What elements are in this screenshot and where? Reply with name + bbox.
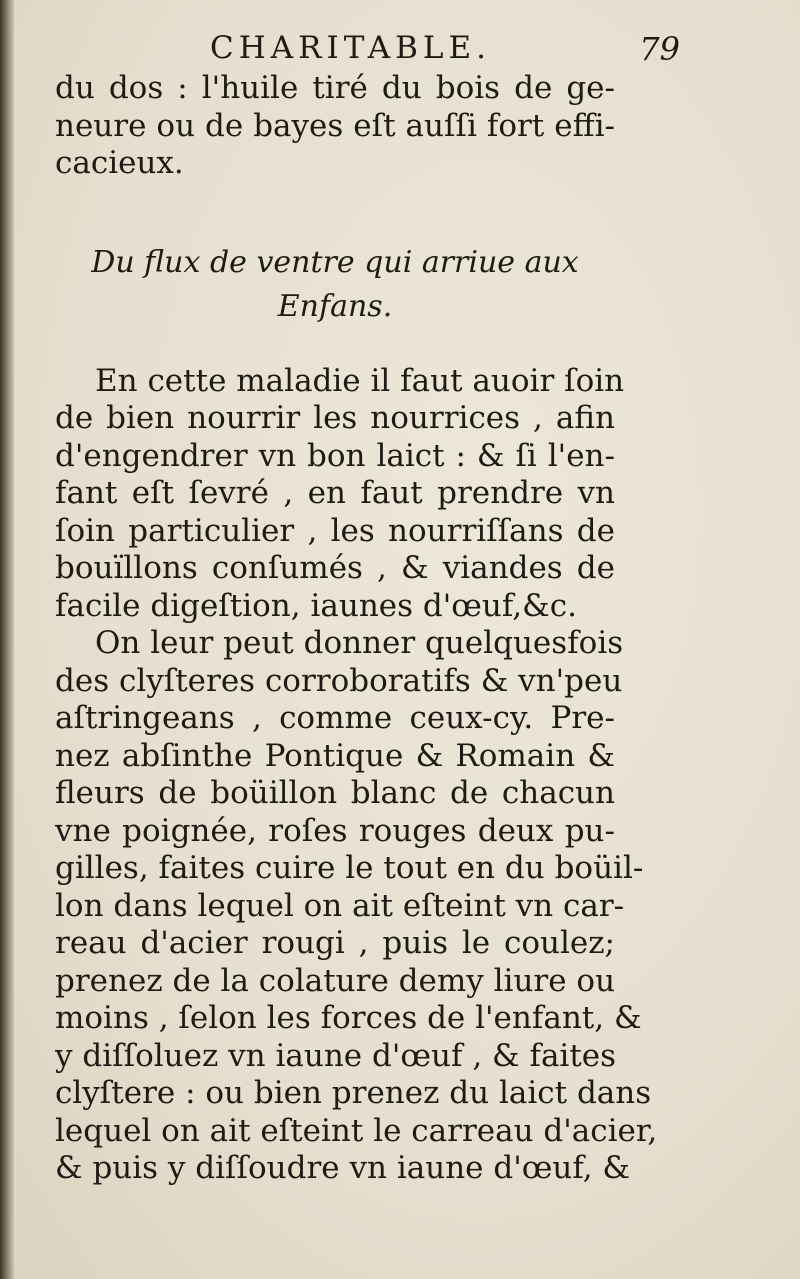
text-line: d'engendrer vn bon laict : & ſi l'en- <box>55 437 615 474</box>
text-line: fant eſt ſevré , en faut prendre vn <box>55 475 615 511</box>
text-line: On leur peut donner quelquesfois <box>95 625 624 661</box>
text-block <box>55 70 658 1188</box>
text-line: ſoin particulier , les nourriſſans de <box>55 512 615 549</box>
text-line: reau d'acier rougi , puis le coulez; <box>55 925 615 961</box>
text-line: de bien nourrir les nourrices , afin <box>55 400 615 436</box>
section-title <box>55 241 615 329</box>
paragraph-1 <box>55 362 625 626</box>
section-title-line: Du flux de ventre qui arriue aux <box>91 244 579 280</box>
page-number: 79 <box>639 30 680 68</box>
text-line: lequel on ait eſteint le carreau d'acier, <box>55 1112 658 1149</box>
text-line: prenez de la colature demy liure ou <box>55 962 616 999</box>
intro-paragraph <box>55 70 615 183</box>
running-head: CHARITABLE. <box>210 30 491 66</box>
text-line: du dos : l'huile tiré du bois de ge- <box>55 70 615 106</box>
paragraph-2 <box>55 625 658 1188</box>
text-line: gilles, faites cuire le tout en du boüil- <box>55 850 644 886</box>
text-line: y diſſoluez vn iaune d'œuf , & faites <box>55 1037 617 1074</box>
text-line: moins , ſelon les forces de l'enfant, & <box>55 1000 642 1036</box>
text-line: cacieux. <box>55 145 184 181</box>
section-title-line: Enfans. <box>277 288 393 324</box>
text-line: clyſtere : ou bien prenez du laict dans <box>55 1075 652 1111</box>
text-line: fleurs de boüillon blanc de chacun <box>55 775 615 811</box>
page-gutter <box>0 0 14 1279</box>
text-line: vne poignée, roſes rouges deux pu- <box>55 812 615 849</box>
text-line: aſtringeans , comme ceux-cy. Pre- <box>55 700 615 736</box>
text-line: neure ou de bayes eſt auſſi fort effi- <box>55 107 615 144</box>
text-line: En cette maladie il faut auoir ſoin <box>95 362 625 399</box>
text-line: des clyſteres corroboratifs & vn'peu <box>55 662 623 699</box>
text-line: bouïllons conſumés , & viandes de <box>55 550 615 586</box>
text-line: facile digeſtion, iaunes d'œuf,&c. <box>55 587 577 624</box>
text-line: nez abſinthe Pontique & Romain & <box>55 737 615 774</box>
text-line: lon dans lequel on ait eſteint vn car- <box>55 887 625 924</box>
text-line: & puis y diſſoudre vn iaune d'œuf, & <box>55 1150 631 1186</box>
